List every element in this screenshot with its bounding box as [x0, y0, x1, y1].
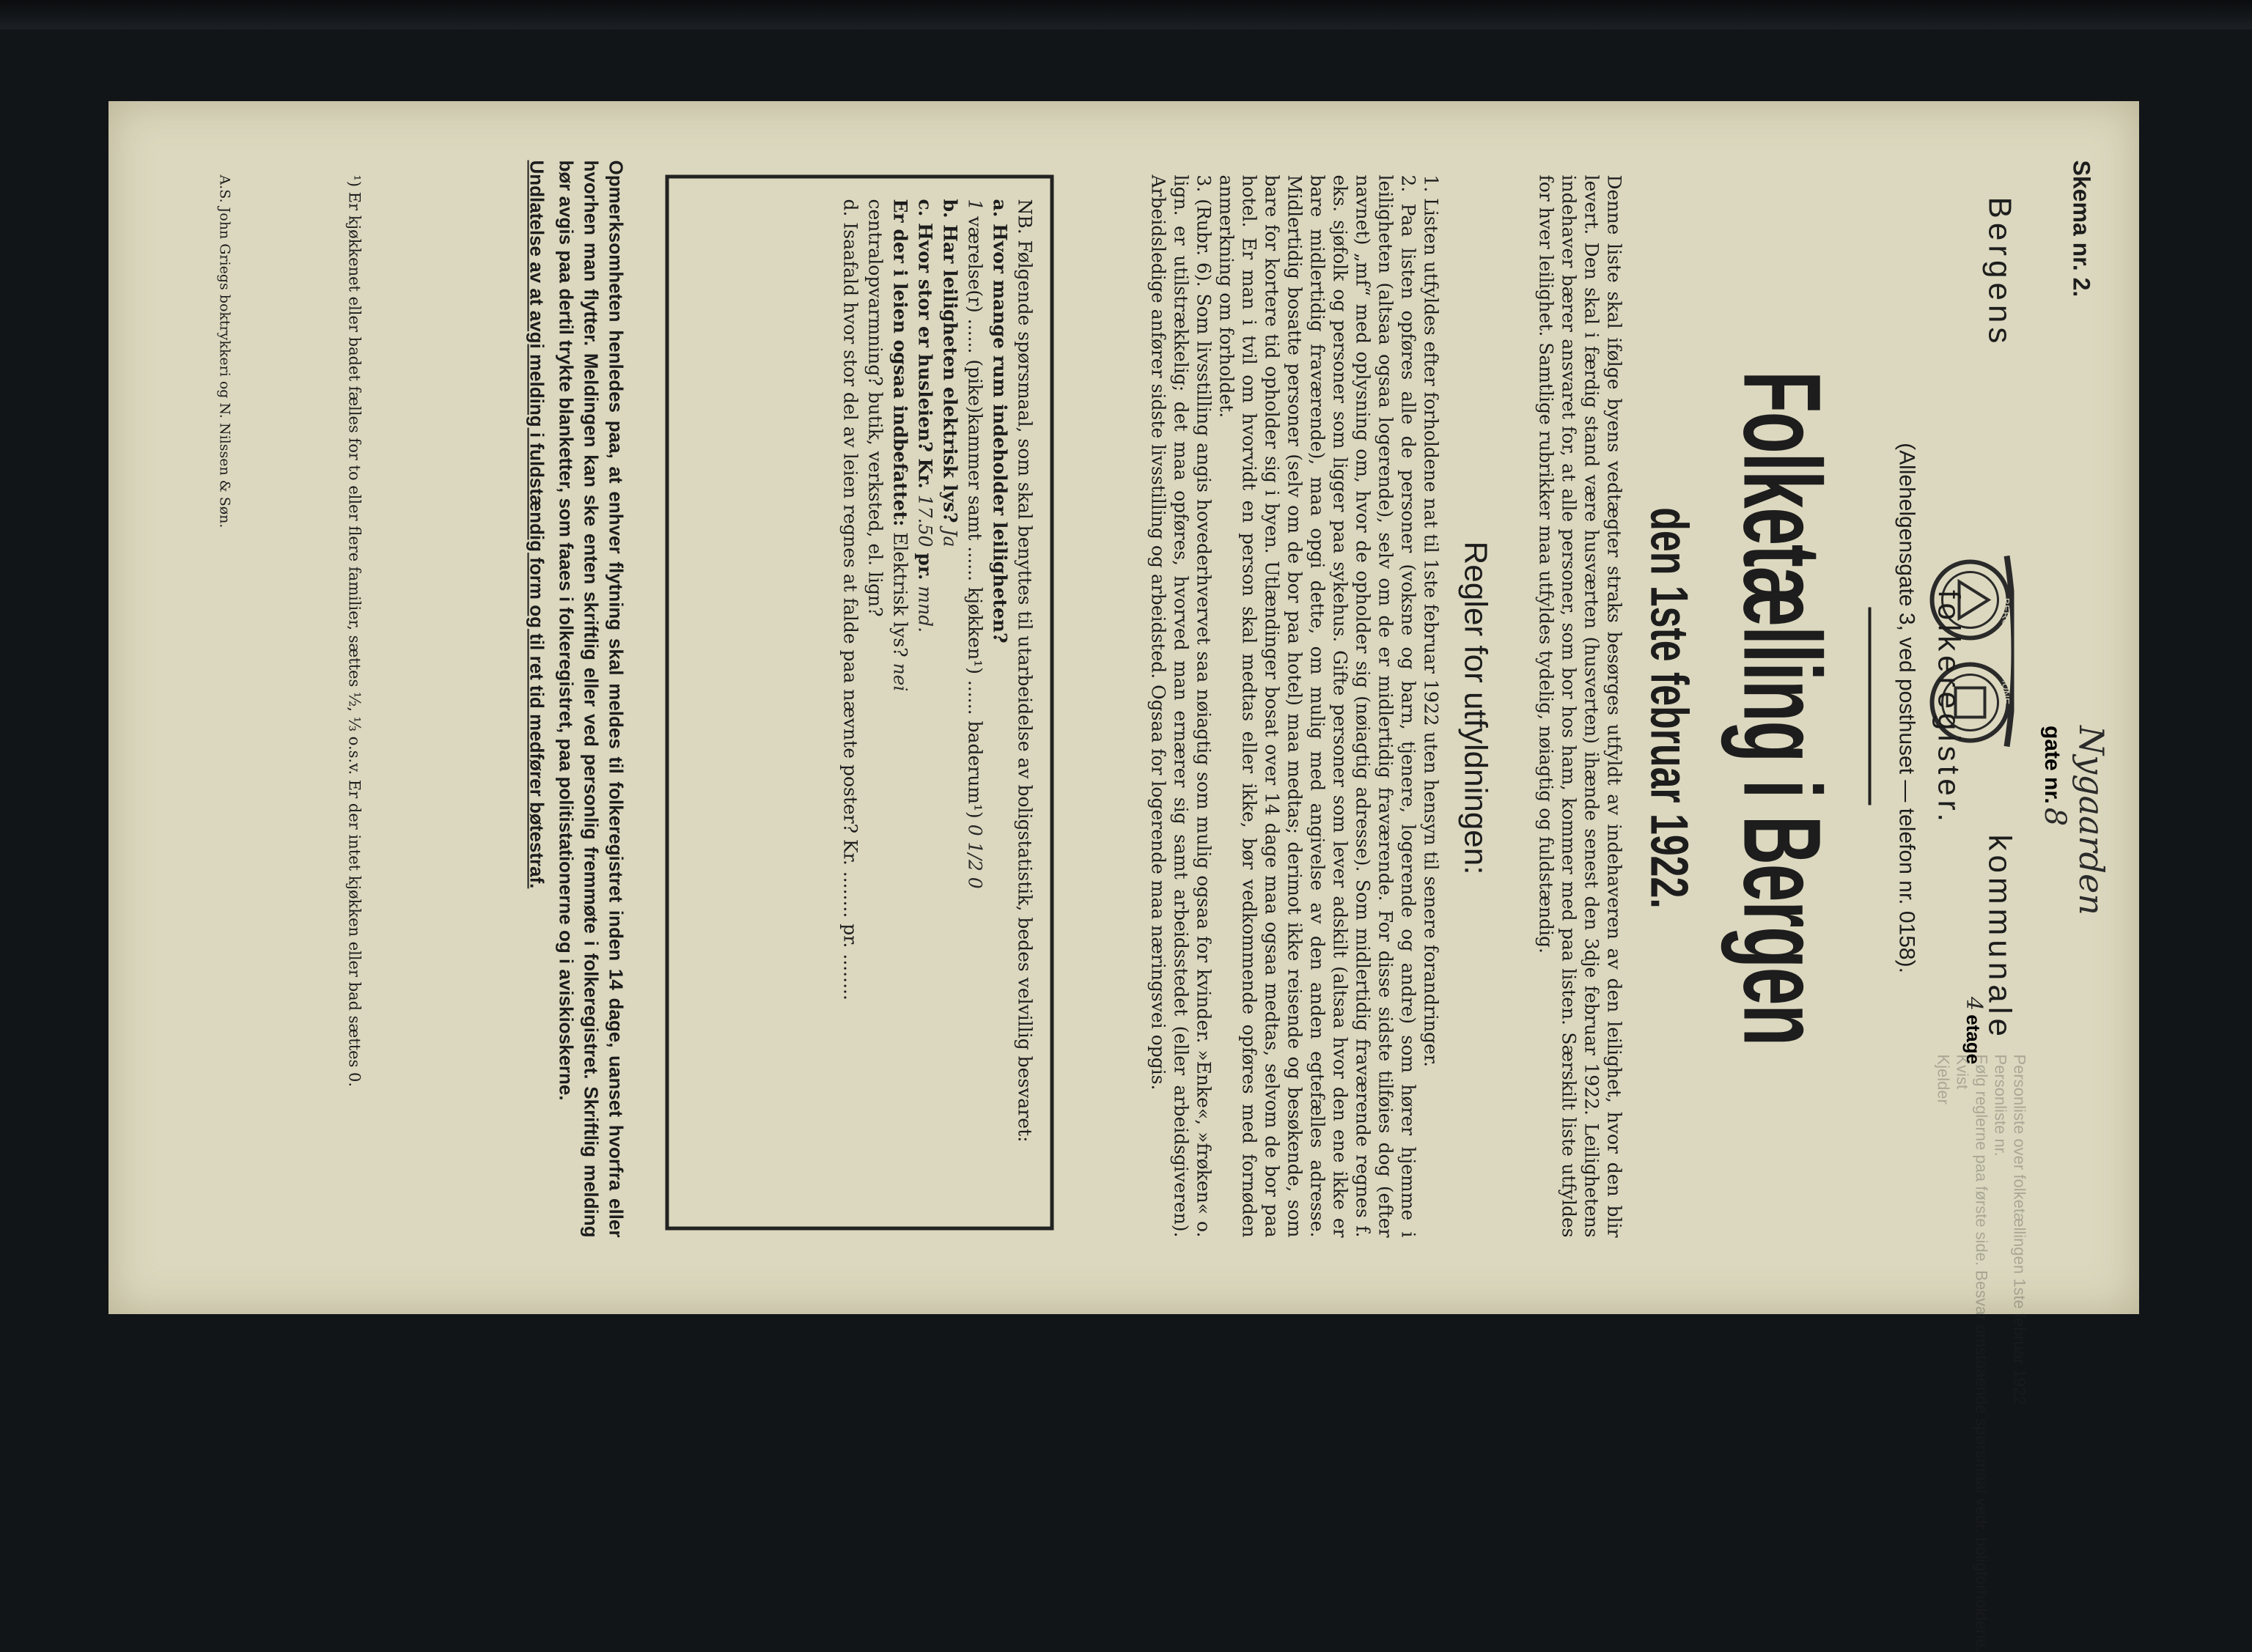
intro-paragraph: Denne liste skal ifølge byens vedtægter straks besørges utfyldt av indehaveren av den leilighet, hvor den blir levert. Den skal i færdig stand være husværten (husverten) ihænde senest den 3dje februar 1922. Leilighetens indehaver bærer ansvaret for, at alle personer, som bor hos ham, kommer med paa listen. Særskilt liste utfyldes for hver leilighet. Samtlige rubrikker maa utfyldes tydelig, nøiagtig og fuldstændig. [1535, 174, 1625, 1238]
address-field [1039, 108, 1318, 196]
rules-heading: Regler for utfyldningen: [1457, 541, 1494, 875]
rent-per-label: pr. [914, 553, 936, 580]
answer-included-electric: nei [889, 663, 911, 692]
header-folkeregister: folkeregister. [1932, 589, 1967, 827]
bleed-through-text [123, 1054, 2029, 1652]
etage-label: etage [1962, 1014, 1984, 1065]
answer-pikekammer: 0 [964, 824, 986, 836]
answer-baderum: 0 [964, 877, 986, 889]
scanner-mount-edge [0, 0, 2252, 29]
bleed-line: Personliste over folketællingen 1ste februar 1922 [2010, 1054, 2029, 1405]
rule-item: 1. Listen utfyldes efter forholdene nat til 1ste februar 1922 uten hensyn til senere forandringer. [1420, 174, 1442, 1067]
answer-rooms-vaerelser: 1 [964, 199, 986, 211]
census-date: den 1ste februar 1922. [1639, 507, 1699, 909]
registry-address: (Allehelgensgate 3, ved posthuset — telefon nr. 0158). [1894, 443, 1919, 973]
included-other-label: centralopvarmning? butik, verksted, el. lign? [864, 199, 886, 617]
gate-nr-value: 8 [2038, 807, 2072, 827]
footnote: ¹) Er kjøkkenet eller badet fælles for to eller flere familier, sættes ½, ⅓ o.s.v. Er der intet kjøkken eller bad sættes 0. [345, 174, 364, 1088]
answer-rent-period: mnd. [914, 586, 936, 633]
question-rooms: a. Hvor mange rum indeholder leiligheten? [989, 199, 1011, 644]
printer-credit: A.S. John Griegs boktrykkeri og N. Nilssen & Søn. [216, 174, 233, 528]
penalty-notice: Undlatelse av at avgi melding i fuldstændig form og til ret tid medfører bøtestraf. [526, 160, 548, 889]
nb-intro: NB. Følgende spørsmaal, som skal benyttes til utarbeidelse av boligstatistik, bedes velvillig besvaret: [1014, 199, 1036, 1143]
answer-kjokken: 1/2 [964, 841, 986, 871]
street-name-handwritten: Nygaarden [2072, 726, 2111, 915]
bleed-line: Følg reglerne paa første side. Besvar omstaaende spørsmaal vedr. boligforholdene. [1972, 1054, 1991, 1652]
moving-notice-text: Opmerksomheten henledes paa, at enhver flytning skal meldes til folkeregistret inden 14 dage, uanset hvorfra eller hvorhen man flytter. Meldingen kan ske enten skriftlig eller ved personlig fremmøte i folkeregistret. Skriftlig melding bør avgis paa dertil trykte blanketter, som faaes i folkeregistret, paa politistationerne og i aviskioskerne. [555, 160, 628, 1238]
question-included: Er der i leien ogsaa indbefattet: [889, 199, 911, 527]
rule-item: 3. (Rubr. 6). Som livsstilling angis hovederhvervet saa nøiagtig som mulig ogsaa for kvinder. »Enke«, »frøken« o. lign. er utilstrækkelig; det maa opføres, hvorved man ernærer sig samt arbeidsstedet (eller arbeidsgiveren). Arbeidsledige anfører sidste livsstilling og arbeidsted. Ogsaa for logerende maa næringsvei opgis. [1147, 174, 1215, 1238]
bleed-line: Kjelder [1934, 1054, 1953, 1105]
rotated-form-content [108, 102, 2139, 1652]
form-number: Skema nr. 2. [2068, 160, 2095, 298]
header-bergens: Bergens [1981, 196, 2018, 348]
answer-rent: 17.50 [914, 494, 936, 547]
etage-value: 4 [1961, 997, 1987, 1011]
question-electric: b. Har leiligheten elektrisk lys? [939, 199, 961, 523]
rooms-detail-text: værelse(r) ...... (pike)kammer samt ...... kjøkken¹) ...... baderum¹) [964, 216, 986, 819]
header-kommunale: kommunale [1981, 834, 2018, 1041]
svg-text:BERGENS KOMMUNE: BERGENS KOMMUNE [2000, 597, 2012, 705]
question-rent-share: d. Isaafald hvor stor del av leien regnes at falde paa nævnte poster? Kr. ........ pr. ........ [839, 199, 861, 1000]
rule-item: 2. Paa listen opføres alle de personer (voksne og barn, tjenere, logerende og andre) som hører hjemme i leiligheten (altsaa ogsaa logerende), selv om de er midlertidig fraværende. For disse sidste tilføies dog (efter navnet) „mf“ med oplysning om, hvor de opholder sig (nøiagtig adresse). Som midlertidig fraværende regnes f. eks. sjøfolk og personer som ligger paa sykehus. Gifte personer som lever adskilt (altsaa hvor den ene ikke er bare midlertidig fraværende), maa opgi dette, om mulig med angivelse av den anden egtefælles adresse. Midlertidig bosatte personer (selv om de bor paa hotel) maa medtas; derimot ikke reisende og besøkende, som bare for kortere tid opholder sig i byen. Utlændinger bosat over 14 dage maa ogsaa medtas, selvom de bor paa hotel. Er man i tvil om hvorvidt en person skal medtas eller ikke, bør vedkommende opføres med fornøden anmerkning om forholdet. [1215, 174, 1419, 1238]
gate-nr-label: gate nr. [2040, 726, 2064, 804]
question-rent: c. Hvor stor er husleien? Kr. [914, 199, 936, 489]
form-title: Folketælling i Bergen [1721, 371, 1844, 1045]
census-form-sheet [108, 101, 2139, 1652]
included-electric-label: Elektrisk lys? [889, 532, 911, 657]
bleed-line: Personliste nr. [1991, 1054, 2010, 1157]
street-address-field [1554, 726, 2111, 915]
bleed-line: Kvist [1953, 1054, 1972, 1090]
etage-field [1943, 997, 1987, 1143]
answer-electric: Ja [939, 528, 961, 547]
